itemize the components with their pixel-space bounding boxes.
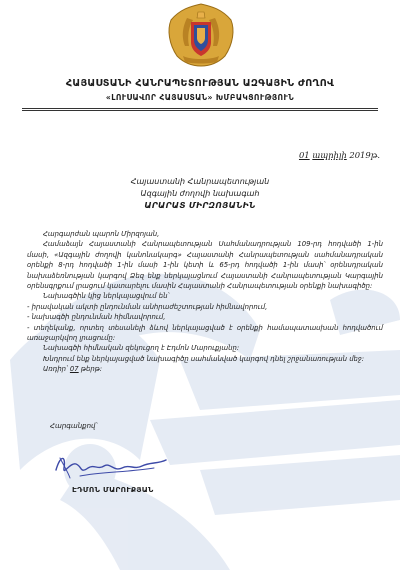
handwritten-signature-icon bbox=[50, 448, 170, 482]
rapporteur-line: Նախագծի հիմնական զեկուցող է Էդմոն Մարուքյանը: bbox=[43, 344, 240, 353]
addressee-block bbox=[0, 176, 400, 212]
attachment-item-2: - նախագծի ընդունման հիմնավորում, bbox=[27, 313, 166, 322]
attachments-unit: թերթ: bbox=[80, 365, 103, 374]
attachments-count-line bbox=[27, 364, 383, 374]
request-line: Խնդրում ենք ներկայացված նախագիծը սահմանված կարգով դնել շրջանառության մեջ: bbox=[43, 354, 365, 363]
attachments-label: Առդիր՝ bbox=[43, 365, 68, 374]
addressee-line2: Ազգային ժողովի նախագահ bbox=[140, 189, 260, 198]
addressee-line1: Հայաստանի Հանրապետության bbox=[130, 177, 270, 186]
addressee-name: ԱՐԱՐԱՏ ՄԻՐԶՈՅԱՆԻՆ bbox=[144, 201, 256, 210]
attachment-item-3: - տեղեկանք, որտեղ տեսանելի ձևով ներկայացված է օրենքի համապատասխան հոդվածում առաջարկվող լրացումը: bbox=[27, 323, 383, 343]
attachments-intro: Նախագծին կից ներկայացվում են՝ bbox=[43, 292, 170, 301]
attachment-item-1: - իրավական ակտի ընդունման անհրաժեշտության հիմնավորում, bbox=[27, 302, 268, 311]
date-year: 2019թ. bbox=[349, 150, 380, 160]
armenian-coat-of-arms-icon bbox=[165, 2, 237, 68]
letter-date bbox=[299, 150, 380, 160]
header-rule-top bbox=[22, 108, 378, 109]
salutation: Հարգարժան պարոն Միրզոյան, bbox=[43, 230, 160, 238]
date-month: ապրիլի bbox=[312, 150, 347, 160]
attachments-count: 07 bbox=[69, 365, 79, 374]
signer-name: ԷԴՄՈՆ ՄԱՐՈՒՔՅԱՆ bbox=[72, 485, 154, 494]
date-day: 01 bbox=[298, 150, 310, 160]
header-rule-bottom bbox=[22, 110, 378, 111]
faction-name: «ԼՈՒՍԱՎՈՐ ՀԱՅԱՍՏԱՆ» ԽՄԲԱԿՑՈՒԹՅՈՒՆ bbox=[105, 93, 295, 102]
org-name: ՀԱՅԱՍՏԱՆԻ ՀԱՆՐԱՊԵՏՈՒԹՅԱՆ ԱԶԳԱՅԻՆ ԺՈՂՈՎ bbox=[65, 78, 335, 89]
body-paragraph-1: Համաձայն Հայաստանի Հանրապետության Սահմանադրության 109-րդ հոդվածի 1-ին մասի, «Ազգային ժողովի կանոնակարգ» Հայաստանի Հանրապետության սահմանադրական օրենքի 8-րդ հոդվածի 1-ին մասի 1-ին կետի և 65-րդ հոդվածի 1-ին մասի՝ օրենսդրական նախաձեռնության կարգով Ձեզ ենք ներկայացնում Հայաստանի Հանրապետության Կարգային օրենսգրքում լրացում կատարելու մասին Հայաստանի Հանրապետության օրենքի նախագիծը: bbox=[27, 240, 383, 291]
letter-body bbox=[27, 229, 383, 375]
closing-regards: Հարգանքով՝ bbox=[50, 422, 98, 430]
